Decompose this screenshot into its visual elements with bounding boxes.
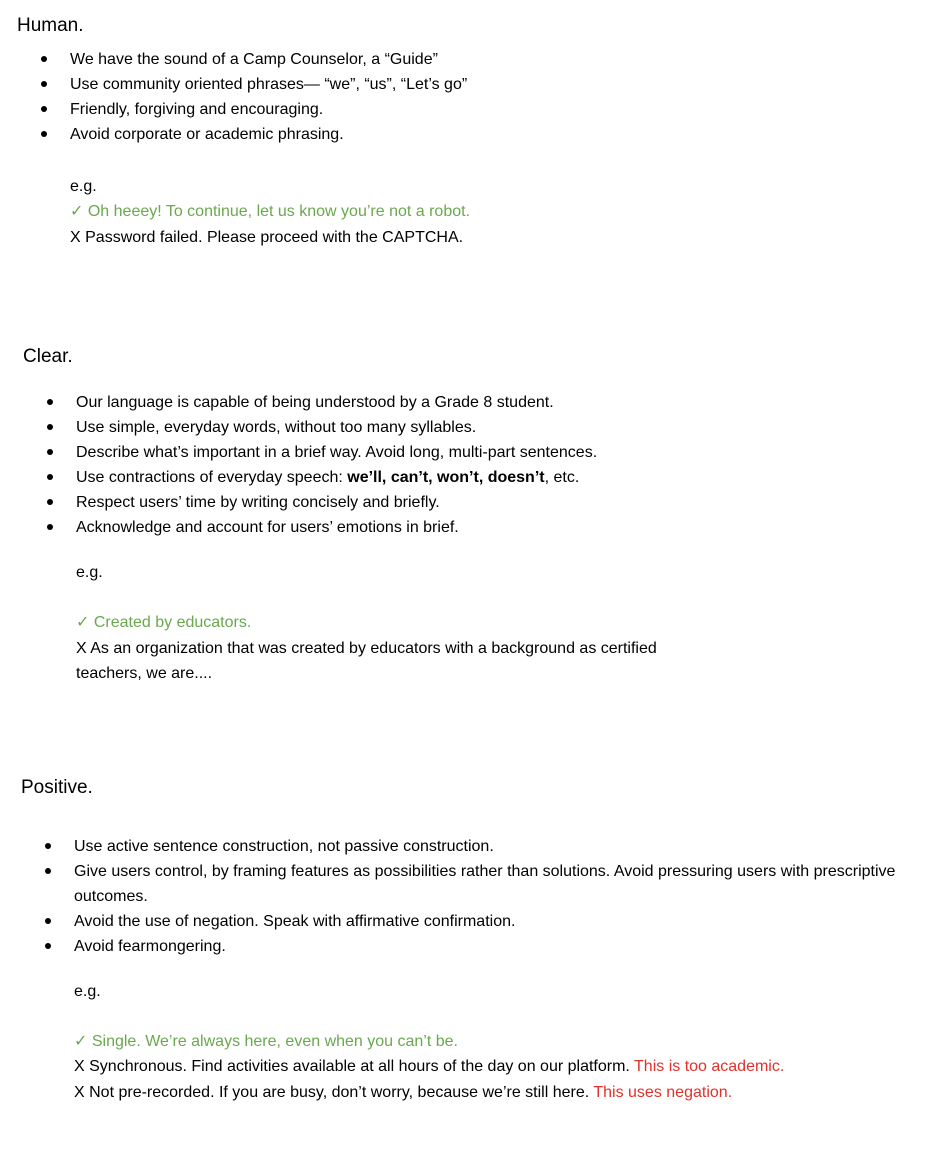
bad-example bbox=[74, 1054, 784, 1079]
contractions-prefix: Use contractions of everyday speech: bbox=[76, 469, 348, 486]
example-label: e.g. bbox=[70, 178, 97, 195]
bad-example bbox=[74, 1080, 732, 1105]
human-bullet-list bbox=[41, 47, 921, 147]
contractions-bold: we’ll, can’t, won’t, doesn’t bbox=[347, 469, 545, 486]
critique-note: This is too academic. bbox=[634, 1058, 785, 1075]
list-item: Respect users’ time by writing concisely and briefly. bbox=[47, 490, 927, 515]
bad-example: X As an organization that was created by educators with a background as certified bbox=[76, 640, 657, 657]
good-example: ✓ Oh heeey! To continue, let us know you’re not a robot. bbox=[70, 203, 471, 220]
section-title-human: Human. bbox=[17, 15, 84, 36]
section-title-clear: Clear. bbox=[23, 346, 73, 367]
list-item: Use community oriented phrases— “we”, “us”, “Let’s go” bbox=[41, 72, 921, 97]
positive-bullet-list bbox=[45, 834, 925, 959]
contractions-suffix: , etc. bbox=[544, 469, 580, 486]
list-item: Our language is capable of being understood by a Grade 8 student. bbox=[47, 390, 927, 415]
section-title-positive: Positive. bbox=[21, 777, 93, 798]
list-item: Friendly, forgiving and encouraging. bbox=[41, 97, 921, 122]
bad-example-text: X Not pre-recorded. If you are busy, don’t worry, because we’re still here. bbox=[74, 1084, 594, 1101]
bad-example-continued: teachers, we are.... bbox=[76, 665, 213, 682]
list-item: Avoid fearmongering. bbox=[45, 934, 925, 959]
list-item: Use simple, everyday words, without too many syllables. bbox=[47, 415, 927, 440]
bad-example: X Password failed. Please proceed with the CAPTCHA. bbox=[70, 229, 464, 246]
example-label: e.g. bbox=[76, 564, 103, 581]
list-item bbox=[47, 465, 927, 490]
bad-example-text: X Synchronous. Find activities available at all hours of the day on our platform. bbox=[74, 1058, 635, 1075]
list-item: Avoid corporate or academic phrasing. bbox=[41, 122, 921, 147]
example-label: e.g. bbox=[74, 983, 101, 1000]
list-item: We have the sound of a Camp Counselor, a “Guide” bbox=[41, 47, 921, 72]
good-example: ✓ Single. We’re always here, even when you can’t be. bbox=[74, 1033, 458, 1050]
list-item: Acknowledge and account for users’ emotions in brief. bbox=[47, 515, 927, 540]
list-item: Describe what’s important in a brief way. Avoid long, multi-part sentences. bbox=[47, 440, 927, 465]
good-example: ✓ Created by educators. bbox=[76, 614, 252, 631]
list-item: Avoid the use of negation. Speak with affirmative confirmation. bbox=[45, 909, 925, 934]
list-item: Use active sentence construction, not passive construction. bbox=[45, 834, 925, 859]
list-item: Give users control, by framing features as possibilities rather than solutions. Avoid pressuring users with prescriptive outcomes. bbox=[45, 859, 925, 909]
critique-note: This uses negation. bbox=[593, 1084, 733, 1101]
clear-bullet-list bbox=[47, 390, 927, 540]
